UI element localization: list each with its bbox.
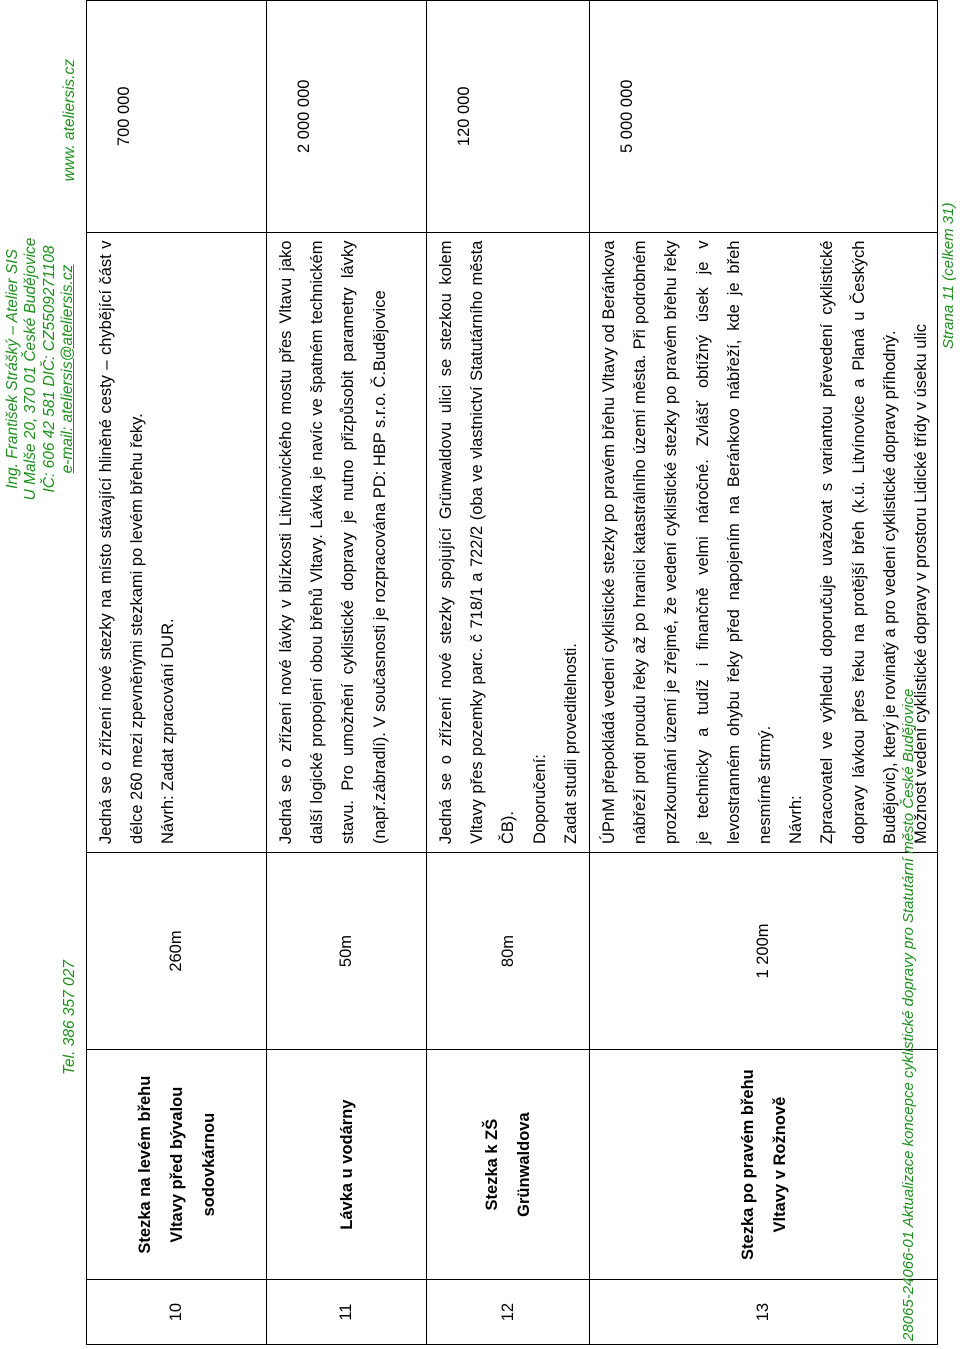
row-number: 13 (590, 1280, 938, 1345)
row-description (267, 232, 427, 852)
row-name-line: Stezka po pravém břehu (738, 1069, 757, 1260)
header-email-link[interactable]: e-mail: ateliersis@ateliersis.cz (58, 264, 76, 474)
row-name-line: Stezka k ZŠ (483, 1118, 501, 1211)
cost-value: 5 000 000 (618, 79, 636, 153)
row-name-line: sodovkárnou (199, 1112, 218, 1217)
row-cost (427, 1, 590, 233)
description-paragraph: Možnost vedení cyklistické dopravy v prostoru Lidické třídy v úseku ulic (912, 324, 931, 844)
row-number: 12 (427, 1280, 590, 1345)
table-row (590, 1, 938, 1345)
header-line: Ing. František Strášký – Atelier SIS (4, 249, 21, 489)
row-cost (590, 1, 938, 233)
header-line: IČ: 606 42 581 DIČ: CZ5509271108 (40, 245, 58, 493)
description-paragraph: ÚPnM přepokládá vedení cyklistické stezky po pravém břehu Vltavy od Beránkova nábřeží proti proudu řeky až po hranici katastrálního území města. Při podrobném prozkoumání území je zřejmé, že vedení cyklistické stezky po pravém břehu řeky je technicky a tudíž i finančně velmi náročné. Zvlášť obtížný úsek je v levostranném ohybu řeky před napojením na Beránkovo nábřeží, kde je břeh nesmírně strmý. (600, 240, 775, 844)
footer-document-title: 28065-24066-01 Aktualizace koncepce cyklistické dopravy pro Statutární město České Budějovice (900, 688, 917, 1341)
row-number: 10 (87, 1280, 267, 1345)
row-name-line: Vltavy v Rožnově (770, 1096, 789, 1233)
table-row (267, 1, 427, 1345)
cost-value: 700 000 (115, 86, 133, 147)
row-name (427, 1050, 590, 1280)
description-paragraph: Jedná se o zřízení nové lávky v blízkosti Litvínovického mostu přes Vltavu jako další logické propojení obou břehů Vltavy. Lávka je navíc ve špatném technickém stavu. Pro umožnění cyklistické dopravy je nutno přizpůsobit parametry lávky (např.zábradlí). V současnosti je rozpracována PD: HBP s.r.o. Č.Budějovice (277, 240, 389, 844)
description-paragraph: Jedná se o zřízení nové stezky na místo stávající hliněné cesty – chybějící část v délce 260 mezi zpevněnými stezkami po levém břehu řeky. (97, 240, 147, 844)
row-description (427, 232, 590, 852)
row-length: 50m (267, 853, 427, 1050)
row-name-line: Vltavy před bývalou (167, 1086, 186, 1243)
header-web-link[interactable]: www. ateliersis.cz (61, 59, 78, 182)
row-length: 80m (427, 853, 590, 1050)
row-name (267, 1050, 427, 1280)
row-description (590, 232, 938, 852)
header-phone: Tel. 386 357 027 (61, 960, 78, 1075)
description-paragraph: Jedná se o zřízení nové stezky spojující Grünwaldovu ulici se stezkou kolem Vltavy přes pozemky parc. č 718/1 a 722/2 (oba ve vlastnictví Statutárního města ČB). (437, 240, 518, 844)
row-name-line: Grünwaldova (515, 1112, 533, 1217)
row-cost (267, 1, 427, 233)
header-line: U Malše 20, 370 01 České Budějovice (22, 237, 40, 501)
row-name-line: Lávka u vodárny (337, 1099, 356, 1230)
row-name-line: Stezka na levém břehu (135, 1075, 154, 1254)
row-name (590, 1050, 938, 1280)
row-cost (87, 1, 267, 233)
table-row (87, 1, 267, 1345)
row-length: 260m (87, 853, 267, 1050)
footer-page-number: Strana 11 (celkem 31) (940, 202, 957, 349)
row-length: 1 200m (590, 853, 938, 1050)
table-row (427, 1, 590, 1345)
row-description (87, 232, 267, 852)
cost-value: 2 000 000 (295, 79, 313, 153)
description-paragraph: Doporučení: (530, 754, 549, 844)
description-paragraph: Zadat studii proveditelnosti. (561, 643, 580, 844)
description-paragraph: Návrh: (787, 795, 806, 844)
row-number: 11 (267, 1280, 427, 1345)
projects-table (86, 0, 938, 1345)
row-name (87, 1050, 267, 1280)
description-paragraph: Zpracovatel ve výhledu doporučuje uvažovat s variantou převedení cyklistické dopravy lávkou přes řeku na protější břeh (k.ú. Litvínovice a Planá u Českých Budějovic), který je rovinatý a pro vedení cyklistické dopravy příhodný. (818, 240, 899, 844)
cost-value: 120 000 (455, 86, 473, 147)
description-paragraph: Návrh: Zadat zpracování DUR. (159, 618, 178, 844)
